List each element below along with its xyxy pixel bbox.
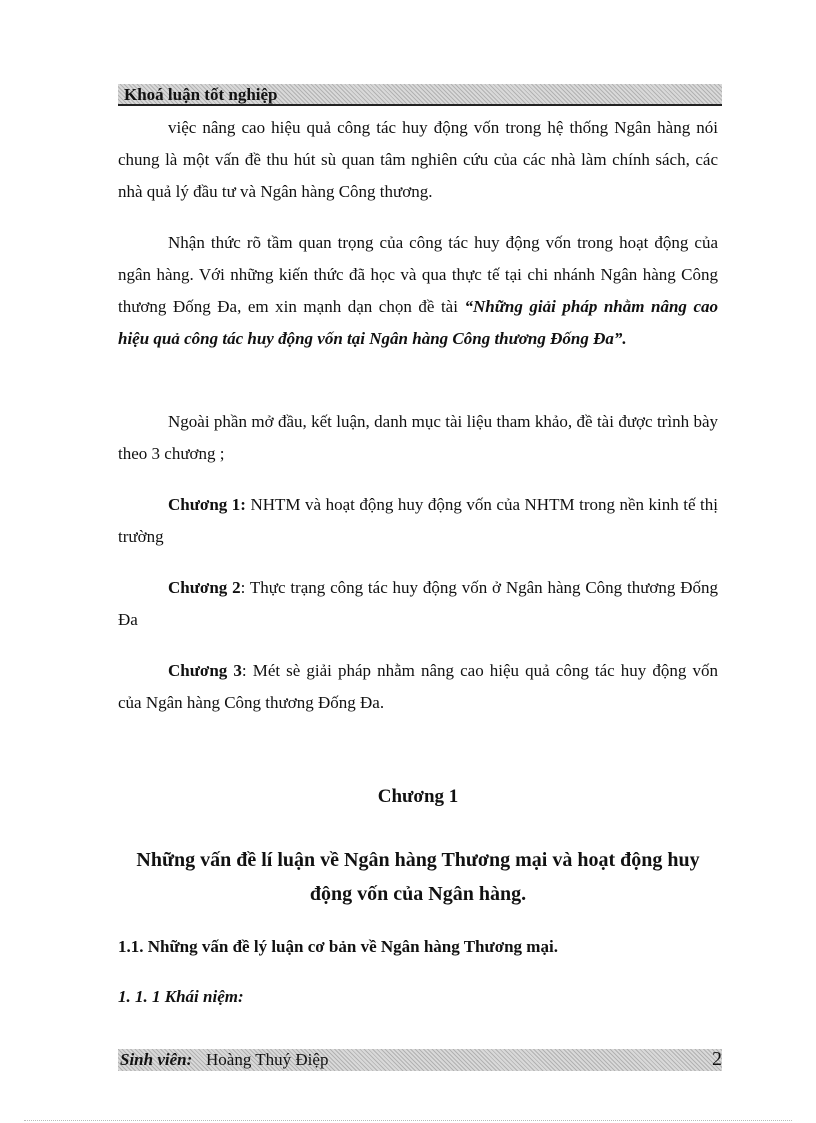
subsection-heading: 1. 1. 1 Khái niệm: <box>118 987 244 1006</box>
topic-title: “Những giải pháp nhằm nâng cao hiệu quả công tác huy động vốn tại Ngân hàng Công thương Đống Đa”. <box>118 297 718 348</box>
chapter-2-label: Chương 2 <box>168 578 241 597</box>
page-bottom-divider <box>24 1120 792 1121</box>
footer-student-name: Hoàng Thuý Điệp <box>206 1050 329 1069</box>
chapter-2-text: : Thực trạng công tác huy động vốn ở Ngân hàng Công thương Đống Đa <box>118 578 718 629</box>
page-number: 2 <box>712 1048 722 1070</box>
page-footer <box>118 1049 722 1071</box>
chapter-title: Chương 1 <box>377 786 459 807</box>
section-heading: 1.1. Những vấn đề lý luận cơ bản về Ngân hàng Thương mại. <box>118 937 558 956</box>
chapter-1-text: NHTM và hoạt động huy động vốn của NHTM trong nền kinh tế thị trường <box>118 495 718 546</box>
page-header <box>118 84 722 106</box>
chapter-subtitle: Những vấn đề lí luận về Ngân hàng Thương mại và hoạt động huy động vốn của Ngân hàng. <box>136 849 700 905</box>
chapter-3-summary <box>118 655 718 719</box>
paragraph-structure: Ngoài phần mở đầu, kết luận, danh mục tài liệu tham khảo, đề tài được trình bày theo 3 chương ; <box>118 412 718 463</box>
paragraph-intro: việc nâng cao hiệu quả công tác huy động vốn trong hệ thống Ngân hàng nói chung là một vấn đề thu hút sù quan tâm nghiên cứu của các nhà làm chính sách, các nhà quả lý đầu tư và Ngân hàng Công thương. <box>118 118 718 201</box>
paragraph-topic <box>118 227 718 355</box>
chapter-1-summary <box>118 489 718 553</box>
chapter-3-text: : Mét sè giải pháp nhằm nâng cao hiệu quả công tác huy động vốn của Ngân hàng Công thương Đống Đa. <box>118 661 718 712</box>
paragraph-topic-text: Nhận thức rõ tầm quan trọng của công tác huy động vốn trong hoạt động của ngân hàng. Với những kiến thức đã học và qua thực tế tại chi nhánh Ngân hàng Công thương Đống Đa, em xin mạnh dạn chọn đề tài <box>118 233 718 316</box>
chapter-2-summary <box>118 572 718 636</box>
footer-label: Sinh viên: <box>120 1050 193 1069</box>
chapter-3-label: Chương 3 <box>168 661 242 680</box>
chapter-1-label: Chương 1: <box>168 495 246 514</box>
header-title: Khoá luận tốt nghiệp <box>124 85 278 104</box>
